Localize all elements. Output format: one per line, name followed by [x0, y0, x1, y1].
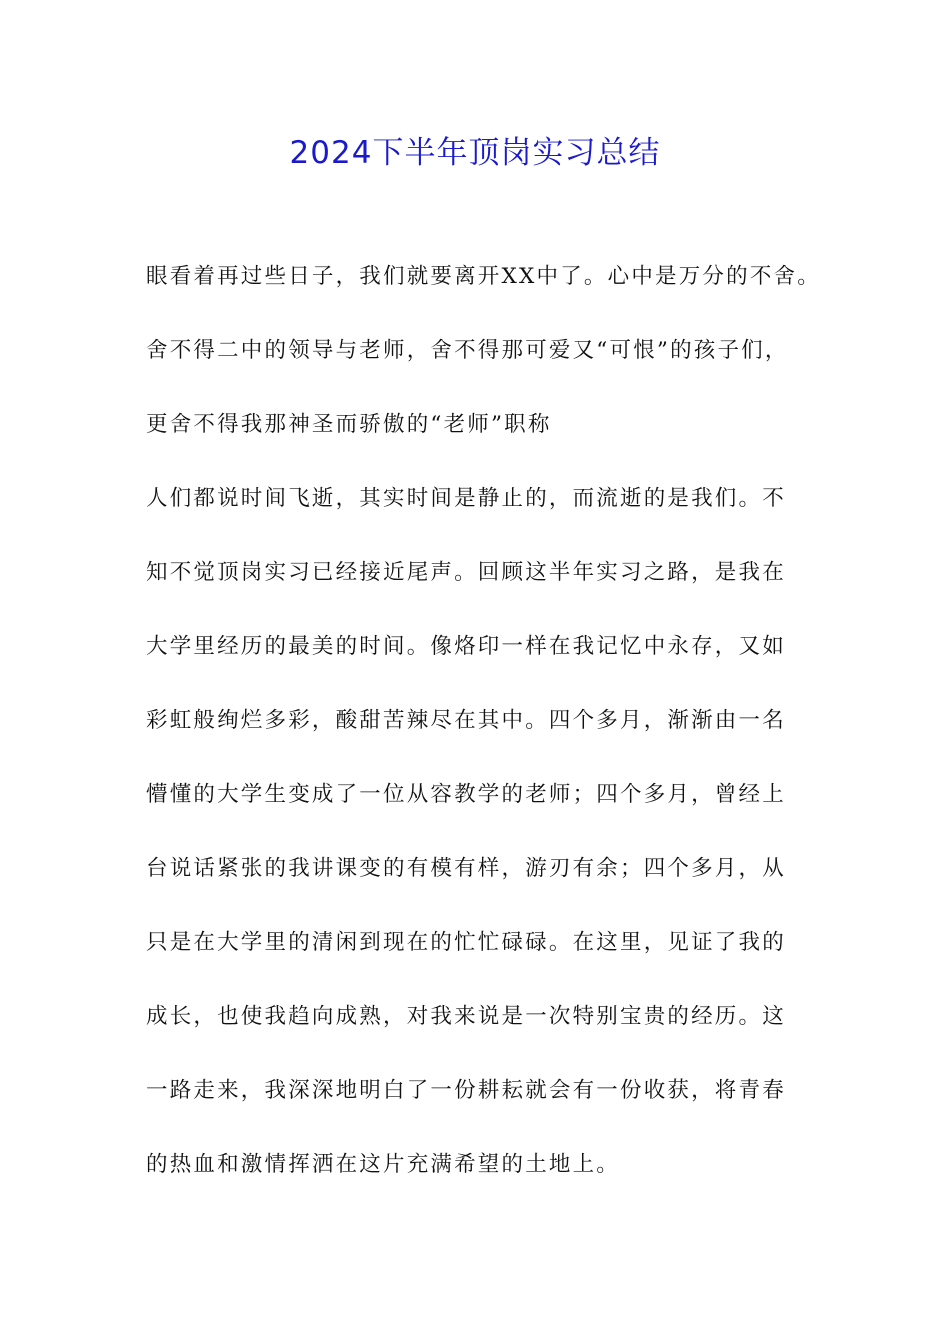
text-line: 一路走来，我深深地明白了一份耕耘就会有一份收获，将青春	[146, 1078, 786, 1103]
text-line: 懵懂的大学生变成了一位从容教学的老师；四个多月，曾经上	[146, 782, 786, 807]
paragraph-2	[146, 462, 846, 1202]
text-line: 更舍不得我那神圣而骄傲的“老师”职称	[146, 412, 552, 437]
document-title: 2024下半年顶岗实习总结	[289, 135, 661, 171]
paragraph-1	[146, 240, 846, 462]
text-line: 成长，也使我趋向成熟，对我来说是一次特别宝贵的经历。这	[146, 1004, 786, 1029]
text-line: 舍不得二中的领导与老师，舍不得那可爱又“可恨”的孩子们，	[146, 338, 789, 363]
document-body	[146, 240, 846, 1202]
text-line: 只是在大学里的清闲到现在的忙忙碌碌。在这里，见证了我的	[146, 930, 786, 955]
text-line: 眼看着再过些日子，我们就要离开XX中了。心中是万分的不舍。	[146, 264, 821, 289]
text-line: 知不觉顶岗实习已经接近尾声。回顾这半年实习之路，是我在	[146, 560, 786, 585]
text-line: 人们都说时间飞逝，其实时间是静止的，而流逝的是我们。不	[146, 486, 786, 511]
text-line: 大学里经历的最美的时间。像烙印一样在我记忆中永存，又如	[146, 634, 786, 659]
text-line: 的热血和激情挥洒在这片充满希望的土地上。	[146, 1152, 621, 1177]
text-line: 彩虹般绚烂多彩，酸甜苦辣尽在其中。四个多月，渐渐由一名	[146, 708, 786, 733]
text-line: 台说话紧张的我讲课变的有模有样，游刃有余；四个多月，从	[146, 856, 786, 881]
